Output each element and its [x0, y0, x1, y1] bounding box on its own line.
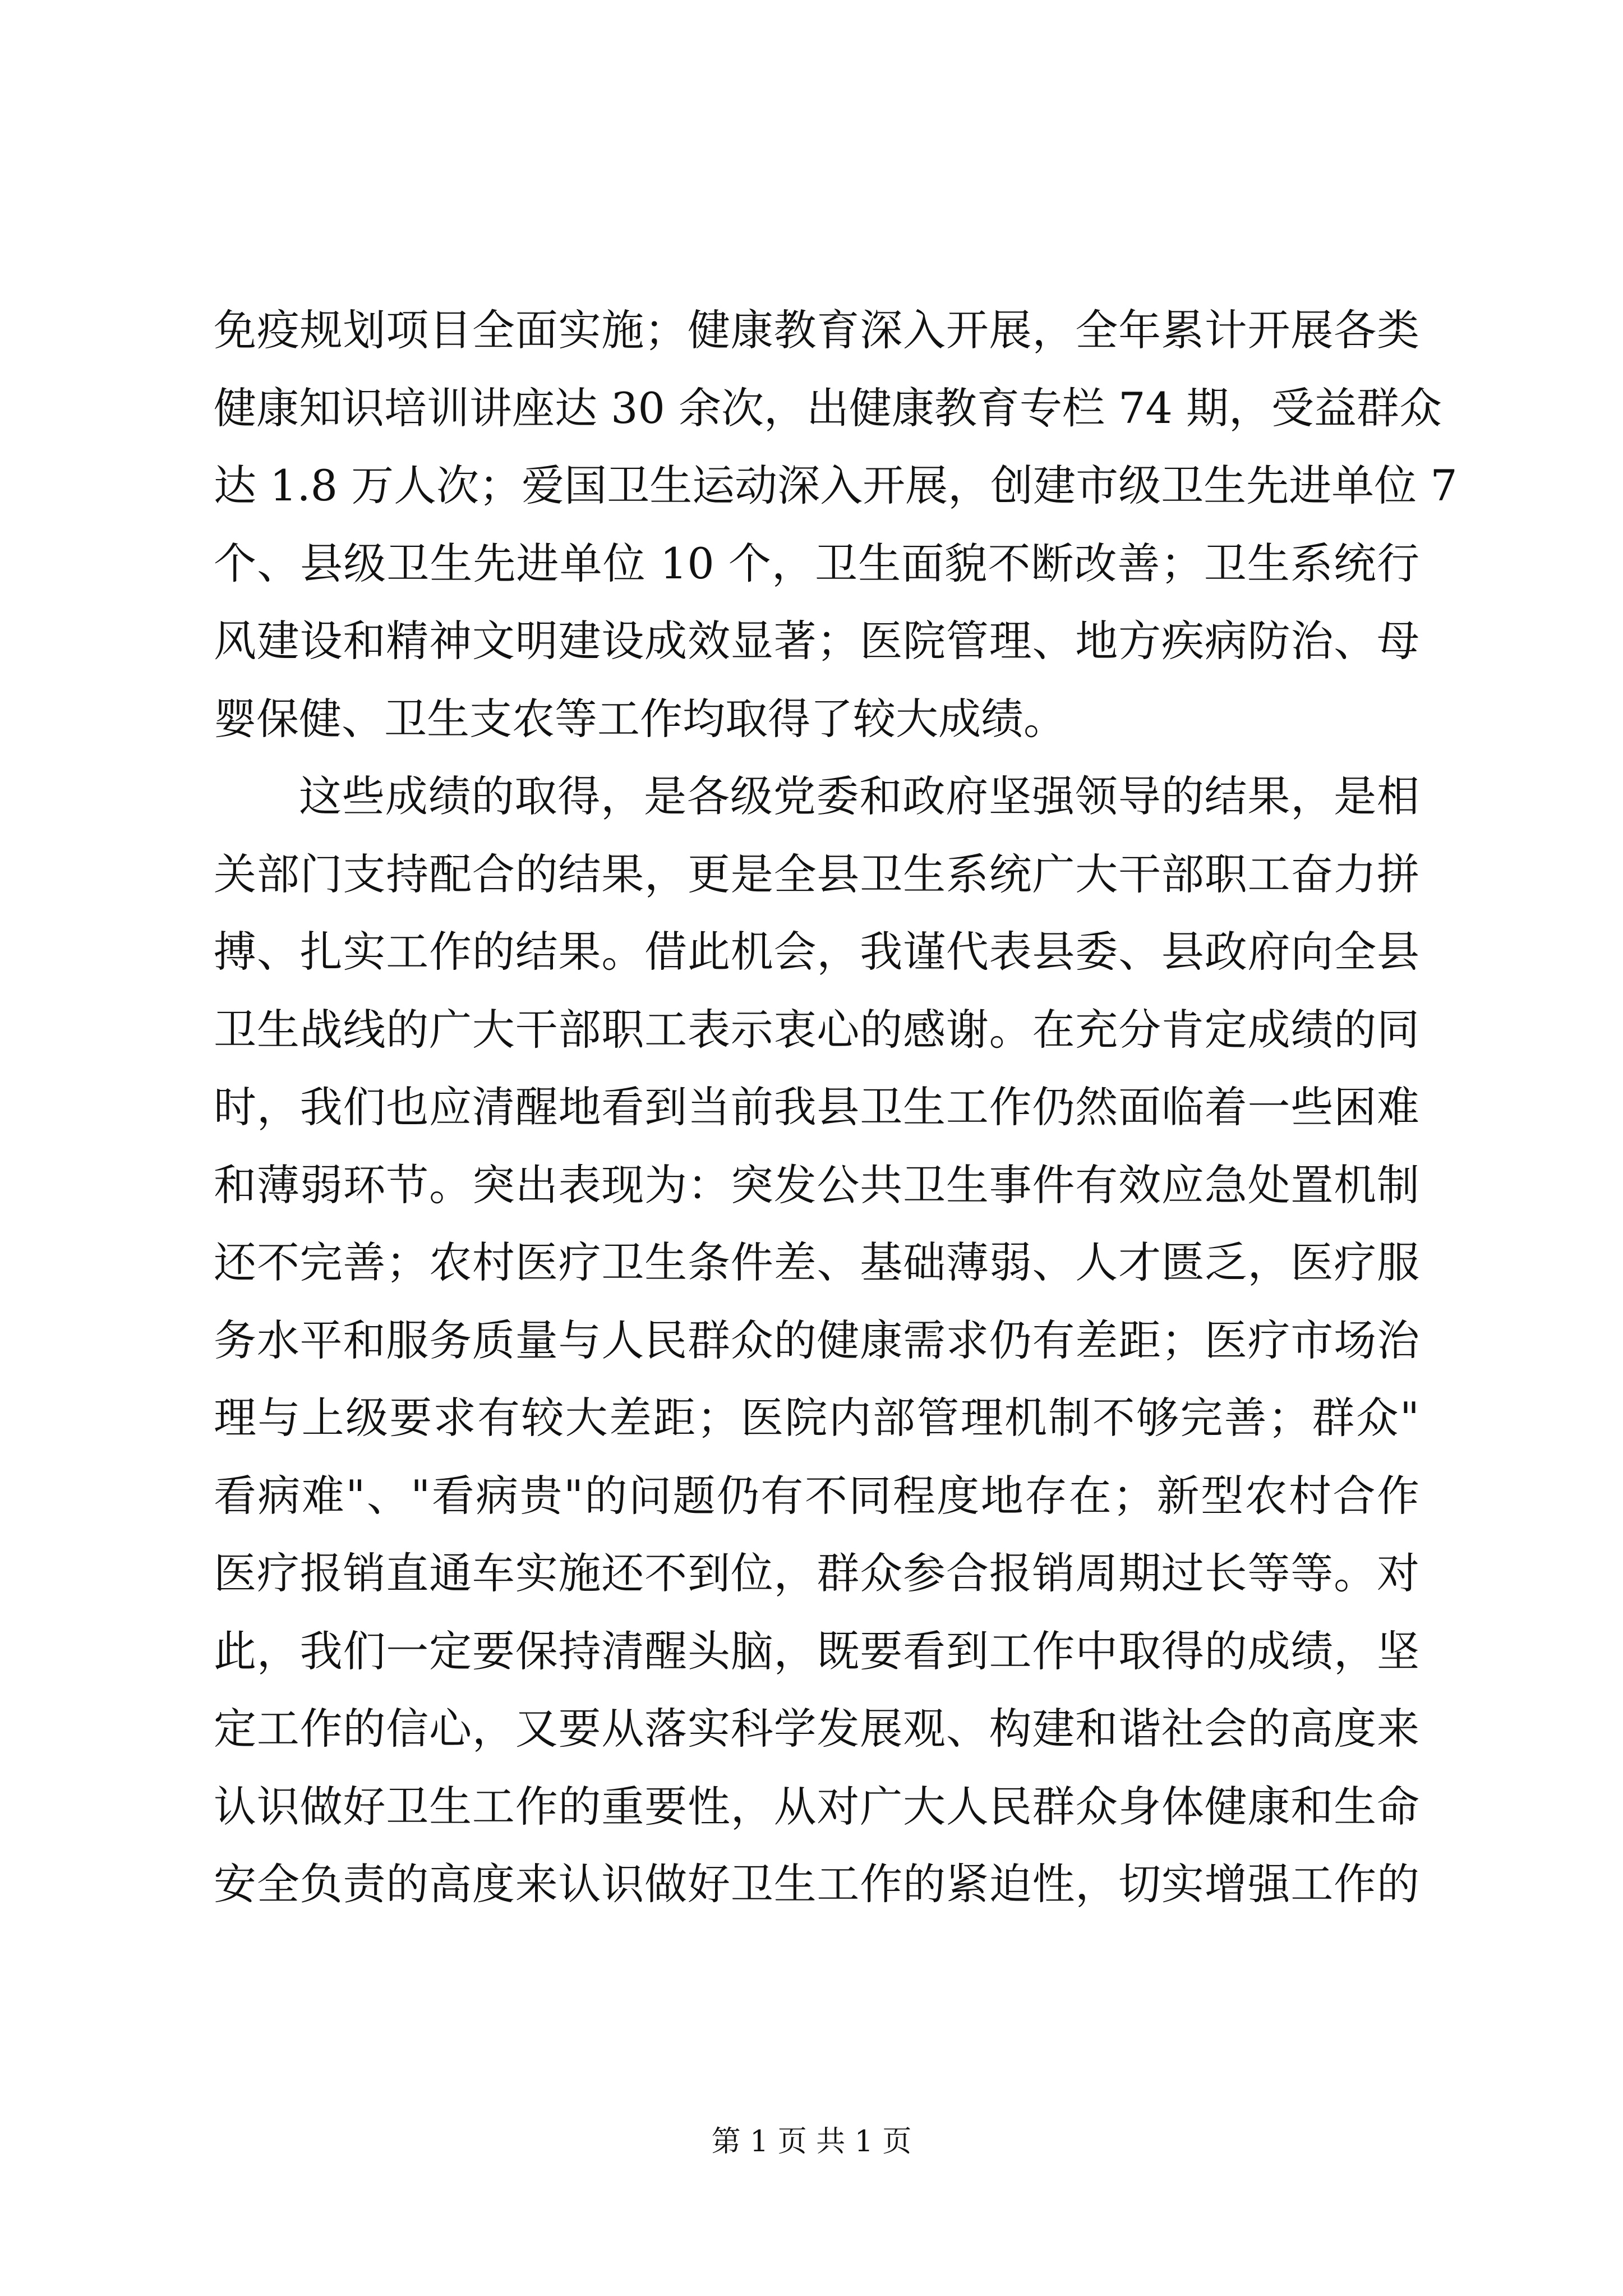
page-number-footer: 第 1 页 共 1 页 — [711, 2125, 912, 2159]
text-line: 健康知识培训讲座达 30 余次，出健康教育专栏 74 期，受益群众 — [214, 383, 1442, 433]
text-line: 关部门支持配合的结果，更是全县卫生系统广大干部职工奋力拼 — [214, 849, 1419, 899]
text-line: 卫生战线的广大干部职工表示衷心的感谢。在充分肯定成绩的同 — [214, 1004, 1419, 1055]
text-line: 免疫规划项目全面实施；健康教育深入开展，全年累计开展各类 — [214, 305, 1419, 355]
text-line: 此，我们一定要保持清醒头脑，既要看到工作中取得的成绩，坚 — [214, 1626, 1419, 1676]
text-line: 定工作的信心，又要从落实科学发展观、构建和谐社会的高度来 — [214, 1704, 1419, 1754]
text-line: 风建设和精神文明建设成效显著；医院管理、地方疾病防治、母 — [214, 616, 1419, 666]
text-line: 个、县级卫生先进单位 10 个，卫生面貌不断改善；卫生系统行 — [214, 538, 1419, 588]
text-line: 务水平和服务质量与人民群众的健康需求仍有差距；医疗市场治 — [214, 1315, 1419, 1365]
text-line: 还不完善；农村医疗卫生条件差、基础薄弱、人才匮乏，医疗服 — [214, 1237, 1419, 1287]
paragraph-1 — [214, 292, 1458, 758]
text-line: 搏、扎实工作的结果。借此机会，我谨代表县委、县政府向全县 — [214, 927, 1419, 977]
body-text — [214, 292, 1458, 1924]
text-line: 理与上级要求有较大差距；医院内部管理机制不够完善；群众" — [214, 1393, 1419, 1443]
text-line: 时，我们也应清醒地看到当前我县卫生工作仍然面临着一些困难 — [214, 1082, 1419, 1132]
text-line: 认识做好卫生工作的重要性，从对广大人民群众身体健康和生命 — [214, 1781, 1419, 1832]
paragraph-2 — [214, 758, 1419, 1924]
text-line: 和薄弱环节。突出表现为：突发公共卫生事件有效应急处置机制 — [214, 1159, 1419, 1210]
text-line: 这些成绩的取得，是各级党委和政府坚强领导的结果，是相 — [299, 771, 1419, 821]
text-line: 婴保健、卫生支农等工作均取得了较大成绩。 — [214, 693, 1066, 744]
text-line: 安全负责的高度来认识做好卫生工作的紧迫性，切实增强工作的 — [214, 1859, 1419, 1909]
text-line: 看病难"、"看病贵"的问题仍有不同程度地存在；新型农村合作 — [214, 1470, 1419, 1521]
text-line: 医疗报销直通车实施还不到位，群众参合报销周期过长等等。对 — [214, 1548, 1419, 1598]
text-line: 达 1.8 万人次；爱国卫生运动深入开展，创建市级卫生先进单位 7 — [214, 461, 1458, 510]
